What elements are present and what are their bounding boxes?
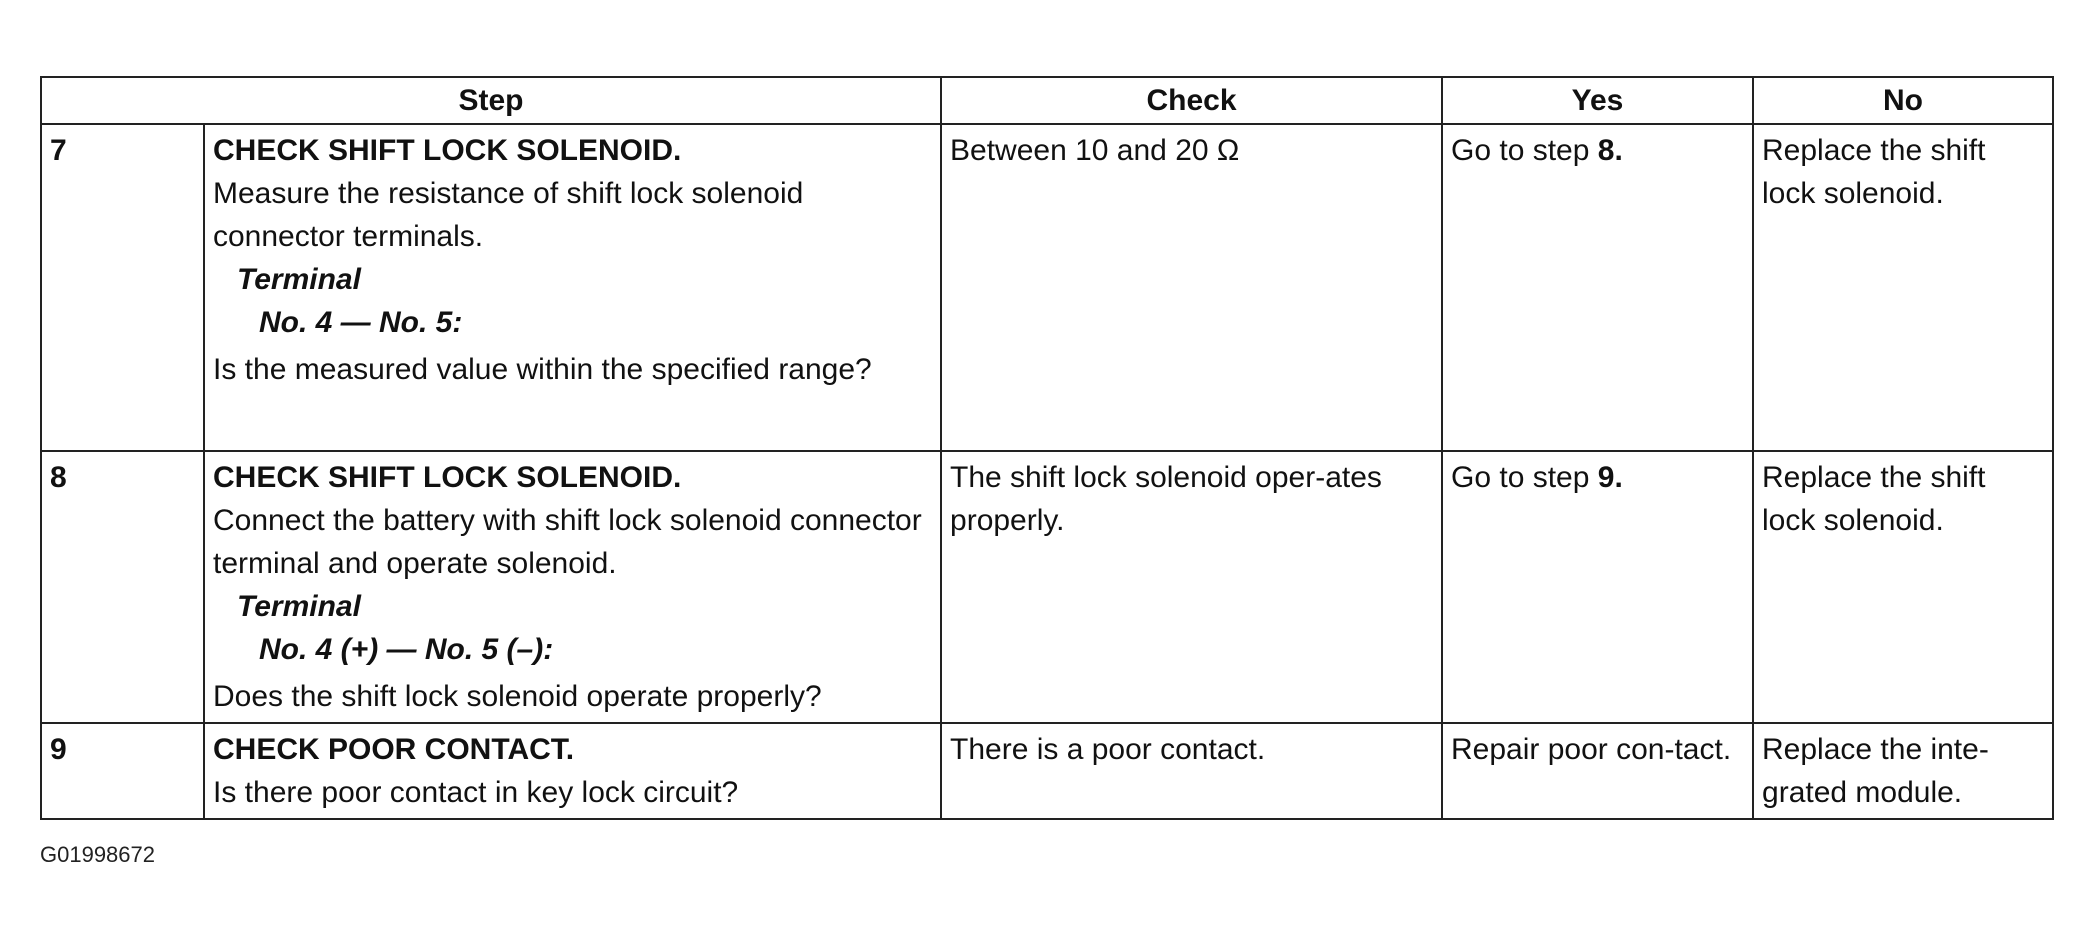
yes-text: Go to step bbox=[1451, 461, 1598, 494]
yes-step-ref: 8. bbox=[1597, 134, 1623, 167]
yes-cell: Repair poor con-tact. bbox=[1442, 723, 1753, 819]
step-title: CHECK SHIFT LOCK SOLENOID. bbox=[213, 134, 682, 167]
header-no: No bbox=[1753, 77, 2053, 124]
header-yes: Yes bbox=[1442, 77, 1753, 124]
step-cell bbox=[204, 723, 941, 819]
step-question: Is the measured value within the specified range? bbox=[213, 353, 872, 386]
table-row bbox=[41, 723, 2053, 819]
terminal-label: Terminal bbox=[237, 590, 361, 623]
terminal-value: No. 4 (+) — No. 5 (–): bbox=[259, 633, 554, 666]
check-cell: The shift lock solenoid oper-ates properly. bbox=[941, 451, 1442, 723]
step-instruction: Connect the battery with shift lock solenoid connector terminal and operate solenoid. bbox=[213, 504, 922, 580]
step-instruction: Measure the resistance of shift lock solenoid connector terminals. bbox=[213, 177, 804, 253]
step-question: Is there poor contact in key lock circuit? bbox=[213, 776, 739, 809]
check-cell: Between 10 and 20 Ω bbox=[941, 124, 1442, 451]
yes-text: Go to step bbox=[1451, 134, 1598, 167]
step-number: 8 bbox=[41, 451, 204, 723]
step-number: 9 bbox=[41, 723, 204, 819]
step-number: 7 bbox=[41, 124, 204, 451]
table-row bbox=[41, 451, 2053, 723]
header-check: Check bbox=[941, 77, 1442, 124]
step-cell bbox=[204, 451, 941, 723]
no-cell: Replace the shift lock solenoid. bbox=[1753, 124, 2053, 451]
no-cell: Replace the inte-grated module. bbox=[1753, 723, 2053, 819]
header-row bbox=[41, 77, 2053, 124]
terminal-value: No. 4 — No. 5: bbox=[259, 306, 463, 339]
yes-step-ref: 9. bbox=[1597, 461, 1623, 494]
yes-cell bbox=[1442, 124, 1753, 451]
step-title: CHECK POOR CONTACT. bbox=[213, 733, 575, 766]
diagnostic-page bbox=[40, 76, 2052, 867]
yes-cell bbox=[1442, 451, 1753, 723]
step-question: Does the shift lock solenoid operate properly? bbox=[213, 680, 822, 713]
terminal-label: Terminal bbox=[237, 263, 361, 296]
step-title: CHECK SHIFT LOCK SOLENOID. bbox=[213, 461, 682, 494]
figure-id: G01998672 bbox=[40, 842, 155, 867]
table-row bbox=[41, 124, 2053, 451]
no-cell: Replace the shift lock solenoid. bbox=[1753, 451, 2053, 723]
header-step: Step bbox=[41, 77, 941, 124]
check-cell: There is a poor contact. bbox=[941, 723, 1442, 819]
diagnostic-table bbox=[40, 76, 2054, 820]
step-cell bbox=[204, 124, 941, 451]
